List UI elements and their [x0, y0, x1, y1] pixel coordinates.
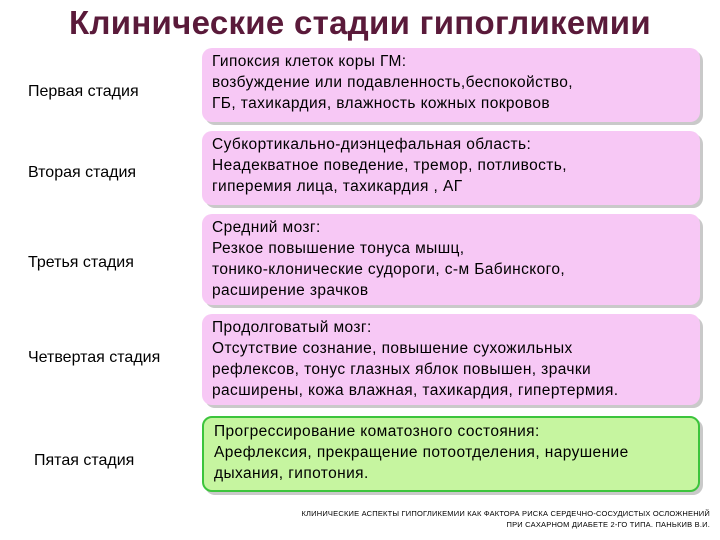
stage-3-line-1: Средний мозг: [212, 219, 321, 236]
stage-label-5: Пятая стадия [34, 452, 135, 469]
stage-2-line-3: гиперемия лица, тахикардия , АГ [212, 178, 463, 195]
stage-3-line-3: тонико-клонические судороги, с-м Бабинского, [212, 261, 566, 278]
stage-5-line-1: Прогрессирование коматозного состояния: [214, 423, 540, 440]
footnote-line-2: ПРИ САХАРНОМ ДИАБЕТЕ 2-ГО ТИПА. ПАНЬКИВ В.И. [506, 520, 710, 529]
source-footnote [301, 508, 710, 530]
stage-box-5 [202, 416, 700, 492]
stage-box-2 [202, 131, 700, 205]
footnote-line-1: КЛИНИЧЕСКИЕ АСПЕКТЫ ГИПОГЛИКЕМИИ КАК ФАКТОРА РИСКА СЕРДЕЧНО-СОСУДИСТЫХ ОСЛОЖНЕНИЙ [301, 509, 710, 518]
stage-box-3 [202, 214, 700, 305]
stage-label-1: Первая стадия [28, 83, 139, 100]
stage-5-line-2: Арефлексия, прекращение потоотделения, нарушение [214, 444, 629, 461]
stage-1-line-2: возбуждение или подавленность,беспокойство, [212, 74, 573, 91]
stage-1-line-1: Гипоксия клеток коры ГМ: [212, 53, 407, 70]
stage-3-line-4: расширение зрачков [212, 282, 369, 299]
stage-label-4: Четвертая стадия [28, 349, 161, 366]
stage-1-line-3: ГБ, тахикардия, влажность кожных покровов [212, 95, 551, 112]
stage-2-line-1: Субкортикально-диэнцефальная область: [212, 136, 532, 153]
stage-5-line-3: дыхания, гипотония. [214, 465, 369, 482]
stage-3-line-2: Резкое повышение тонуса мышц, [212, 240, 465, 257]
stage-label-3: Третья стадия [28, 254, 134, 271]
stage-label-2: Вторая стадия [28, 164, 137, 181]
stage-4-line-3: рефлексов, тонус глазных яблок повышен, зрачки [212, 361, 592, 378]
stage-box-4 [202, 314, 700, 405]
stage-4-line-2: Отсутствие сознание, повышение сухожильных [212, 340, 573, 357]
stage-box-1 [202, 48, 700, 122]
stage-4-line-1: Продолговатый мозг: [212, 319, 372, 336]
stage-4-line-4: расширены, кожа влажная, тахикардия, гипертермия. [212, 382, 619, 399]
page-title: Клинические стадии гипогликемии [69, 4, 651, 41]
stage-2-line-2: Неадекватное поведение, тремор, потливость, [212, 157, 567, 174]
